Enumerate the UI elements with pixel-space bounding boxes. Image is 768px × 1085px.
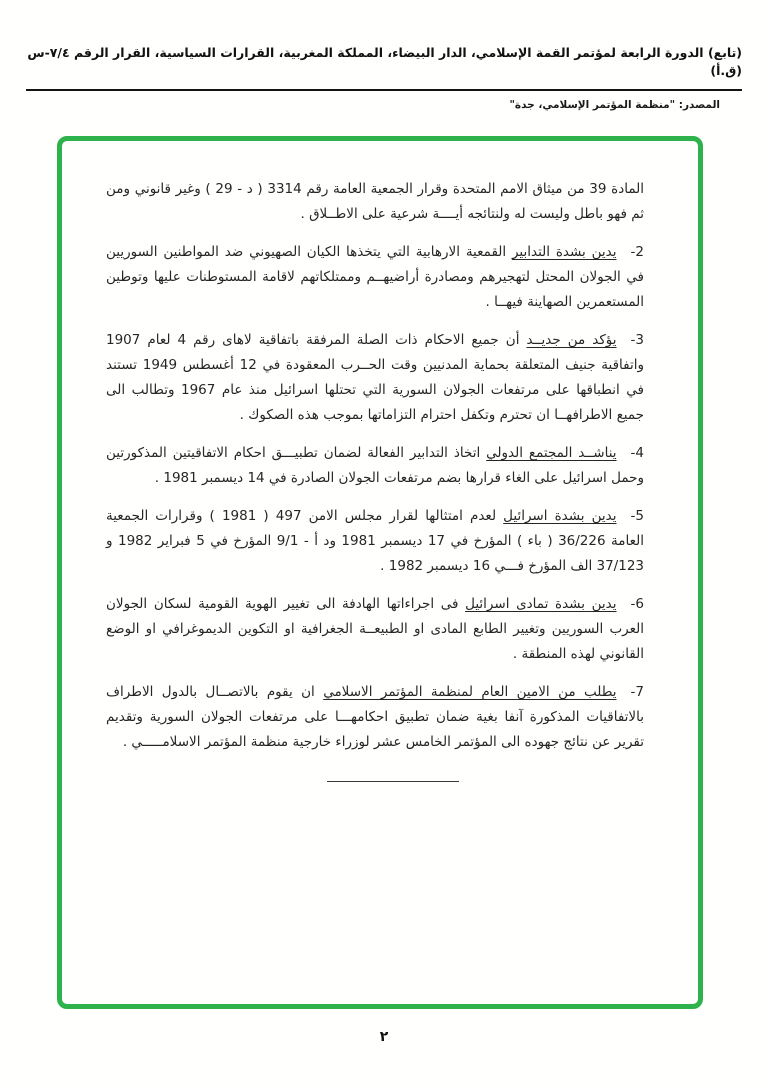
paragraph-text: لعدم امتثالها لقرار مجلس الامن 497 ( 1981 ) وقرارات الجمعية العامة 36/226 ( باء ) المؤرخ في 17 ديسمبر 1981 ود أ - 9/1 المؤرخ في 5 فبراير 1982 و 37/123 الف المؤرخ فـــي 16 ديسمبر 1982 .	[106, 508, 644, 574]
paragraph-number: 4-	[630, 445, 644, 461]
underlined-phrase: يؤكد من جديــد	[526, 332, 617, 348]
resolution-paragraph	[106, 592, 644, 667]
paragraph-text: أن جميع الاحكام ذات الصلة المرفقة باتفاقية لاهاى رقم 4 لعام 1907 واتفاقية جنيف المتعلقة بحماية المدنيين وقت الحــرب المعقودة في 12 أغسطس 1949 تستند في انطباقها على مرتفعات الجولان السورية التي تحتلها اسرائيل منذ عام 1967 وتطالب الى جميع الاطرافهــا ان تحترم وتكفل احترام التزاماتها بموجب هذه الصكوك .	[106, 332, 644, 423]
footnote-rule	[327, 781, 459, 782]
header-title: (تابع) الدورة الرابعة لمؤتمر القمة الإسلامي، الدار البيضاء، المملكة المغربية، القرارات السياسية، القرار الرقم ٧/٤-س (ق.أ)	[27, 45, 742, 78]
underlined-phrase: يدين بشدة التدابير	[511, 244, 617, 260]
paragraph-text: ان يقوم بالاتصــال بالدول الاطراف بالاتفاقيات المذكورة آنفا بغية ضمان تطبيق احكامهـــا على مرتفعات الجولان السورية وتقديم تقرير عن نتائج جهوده الى المؤتمر الخامس عشر لوزراء خارجية منظمة المؤتمر الاسلامـــــي .	[106, 684, 644, 750]
resolution-paragraph	[106, 328, 644, 428]
resolution-body-box	[57, 136, 703, 1009]
resolution-paragraph	[106, 680, 644, 755]
paragraph-text: المادة 39 من ميثاق الامم المتحدة وقرار الجمعية العامة رقم 3314 ( د - 29 ) وغير قانوني ومن ثم فهو باطل وليست له ولنتائجه أيــــة شرعية على الاطــلاق .	[106, 181, 644, 222]
paragraph-number: 2-	[630, 244, 644, 260]
paragraph-text: القمعية الارهابية التي يتخذها الكيان الصهيوني ضد المواطنين السوريين في الجولان المحتل لتهجيرهم ومصادرة أراضيهــم وممتلكاتهم لاقامة المستوطنات عليها وتوطين المستعمرين الصهاينة فيهــا .	[106, 244, 644, 310]
paragraph-number: 5-	[630, 508, 644, 524]
resolution-paragraph	[106, 441, 644, 491]
underlined-phrase: يناشــد المجتمع الدولي	[486, 445, 617, 461]
underlined-phrase: يدين بشدة تمادى اسرائيل	[465, 596, 617, 612]
paragraph-text: فى اجراءاتها الهادفة الى تغيير الهوية القومية لسكان الجولان العرب السوريين وتغيير الطابع المادى او الطبيعــة الجغرافية او التكوين الديموغرافي او الوضع القانوني لهذه المنطقة .	[106, 596, 644, 662]
resolution-paragraph	[106, 504, 644, 579]
resolution-paragraph	[106, 177, 644, 227]
document-header	[0, 44, 768, 112]
paragraph-number: 7-	[630, 684, 644, 700]
page-number: ٢	[379, 1029, 389, 1045]
header-source: المصدر: "منظمة المؤتمر الإسلامي، جدة"	[509, 99, 720, 111]
header-rule	[26, 89, 742, 91]
paragraph-number: 3-	[630, 332, 644, 348]
paragraph-number: 6-	[630, 596, 644, 612]
underlined-phrase: يطلب من الامين العام لمنظمة المؤتمر الاسلامي	[323, 684, 617, 700]
resolution-paragraph	[106, 240, 644, 315]
paragraph-text: اتخاذ التدابير الفعالة لضمان تطبيـــق احكام الاتفاقيتين المذكورتين وحمل اسرائيل على الغاء قرارها بضم مرتفعات الجولان الصادرة في 14 ديسمبر 1981 .	[106, 445, 644, 486]
underlined-phrase: يدين بشدة اسرائيل	[503, 508, 617, 524]
resolution-paragraphs	[106, 177, 644, 755]
